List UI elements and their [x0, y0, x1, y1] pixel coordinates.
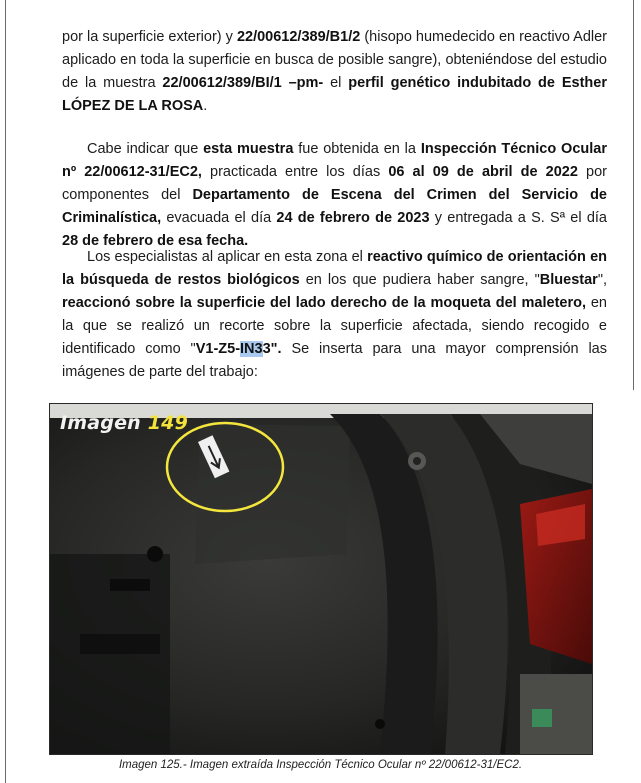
text-run: ",: [597, 272, 607, 288]
text-run: por componentes del: [62, 164, 607, 203]
text-run: evacuada el día: [161, 210, 277, 226]
text-run: .: [203, 98, 208, 114]
page-border-right: [633, 0, 634, 390]
emphasis: reactivo químico de orientación en la búsqueda de restos biológicos: [62, 249, 607, 288]
text-run: el: [323, 75, 349, 91]
text-run: (hisopo humedecido en reactivo Adler aplicado en toda la superficie en busca de posible sangre), obteniéndose del estudio de la muestra: [62, 29, 608, 91]
date: 24 de febrero de 2023: [276, 210, 430, 226]
text-run: en la que se realizó un recorte sobre la superficie afectada, siendo recogido e identificado como ": [62, 295, 607, 357]
evidence-photo: [49, 403, 593, 755]
photo-label-number: 149: [147, 412, 188, 434]
date: 28 de febrero de esa fecha.: [62, 233, 249, 249]
page-border-left: [5, 0, 6, 783]
genetic-profile: perfil genético indubitado de Esther LÓPEZ DE LA ROSA: [62, 75, 607, 114]
image-caption: Imagen 125.- Imagen extraída Inspección Técnico Ocular nº 22/00612-31/EC2.: [118, 759, 523, 771]
text-run: Cabe indicar que: [87, 141, 204, 157]
reagent-name: Bluestar: [539, 272, 598, 288]
text-run: por la superficie exterior) y: [62, 29, 237, 45]
text-run: fue obtenida en la: [293, 141, 421, 157]
sample-code-part: V1-Z5-: [195, 341, 241, 357]
text-run: en los que pudiera haber sangre, ": [299, 272, 540, 288]
department: Departamento de Escena del Crimen del Servicio de Criminalística,: [62, 187, 607, 226]
sample-code-part: 3".: [262, 341, 282, 357]
emphasis: reaccionó sobre la superficie del lado derecho de la moqueta del maletero,: [62, 295, 586, 311]
trunk-photo-illustration: [50, 404, 592, 754]
paragraph-2: [62, 138, 607, 253]
text-run: Los especialistas al aplicar en esta zona el: [87, 249, 368, 265]
photo-label-word: Imagen: [60, 412, 141, 434]
inspection-id: Inspección Técnico Ocular nº 22/00612-31/EC2,: [62, 141, 607, 180]
photo-label: [60, 412, 188, 434]
sample-id: 22/00612/389/BI/1 –pm-: [162, 75, 324, 91]
text-run: practicada entre los días: [201, 164, 389, 180]
date-range: 06 al 09 de abril de 2022: [388, 164, 578, 180]
text-run: y entregada a S. Sª el día: [429, 210, 607, 226]
sample-code: [196, 341, 282, 357]
highlighted-text: IN3: [240, 341, 263, 357]
paragraph-3: [62, 246, 607, 384]
text-run: Se inserta para una mayor comprensión las imágenes de parte del trabajo:: [62, 341, 607, 380]
paragraph-1: [62, 26, 607, 118]
sample-id: 22/00612/389/B1/2: [236, 29, 361, 45]
emphasis: esta muestra: [203, 141, 294, 157]
